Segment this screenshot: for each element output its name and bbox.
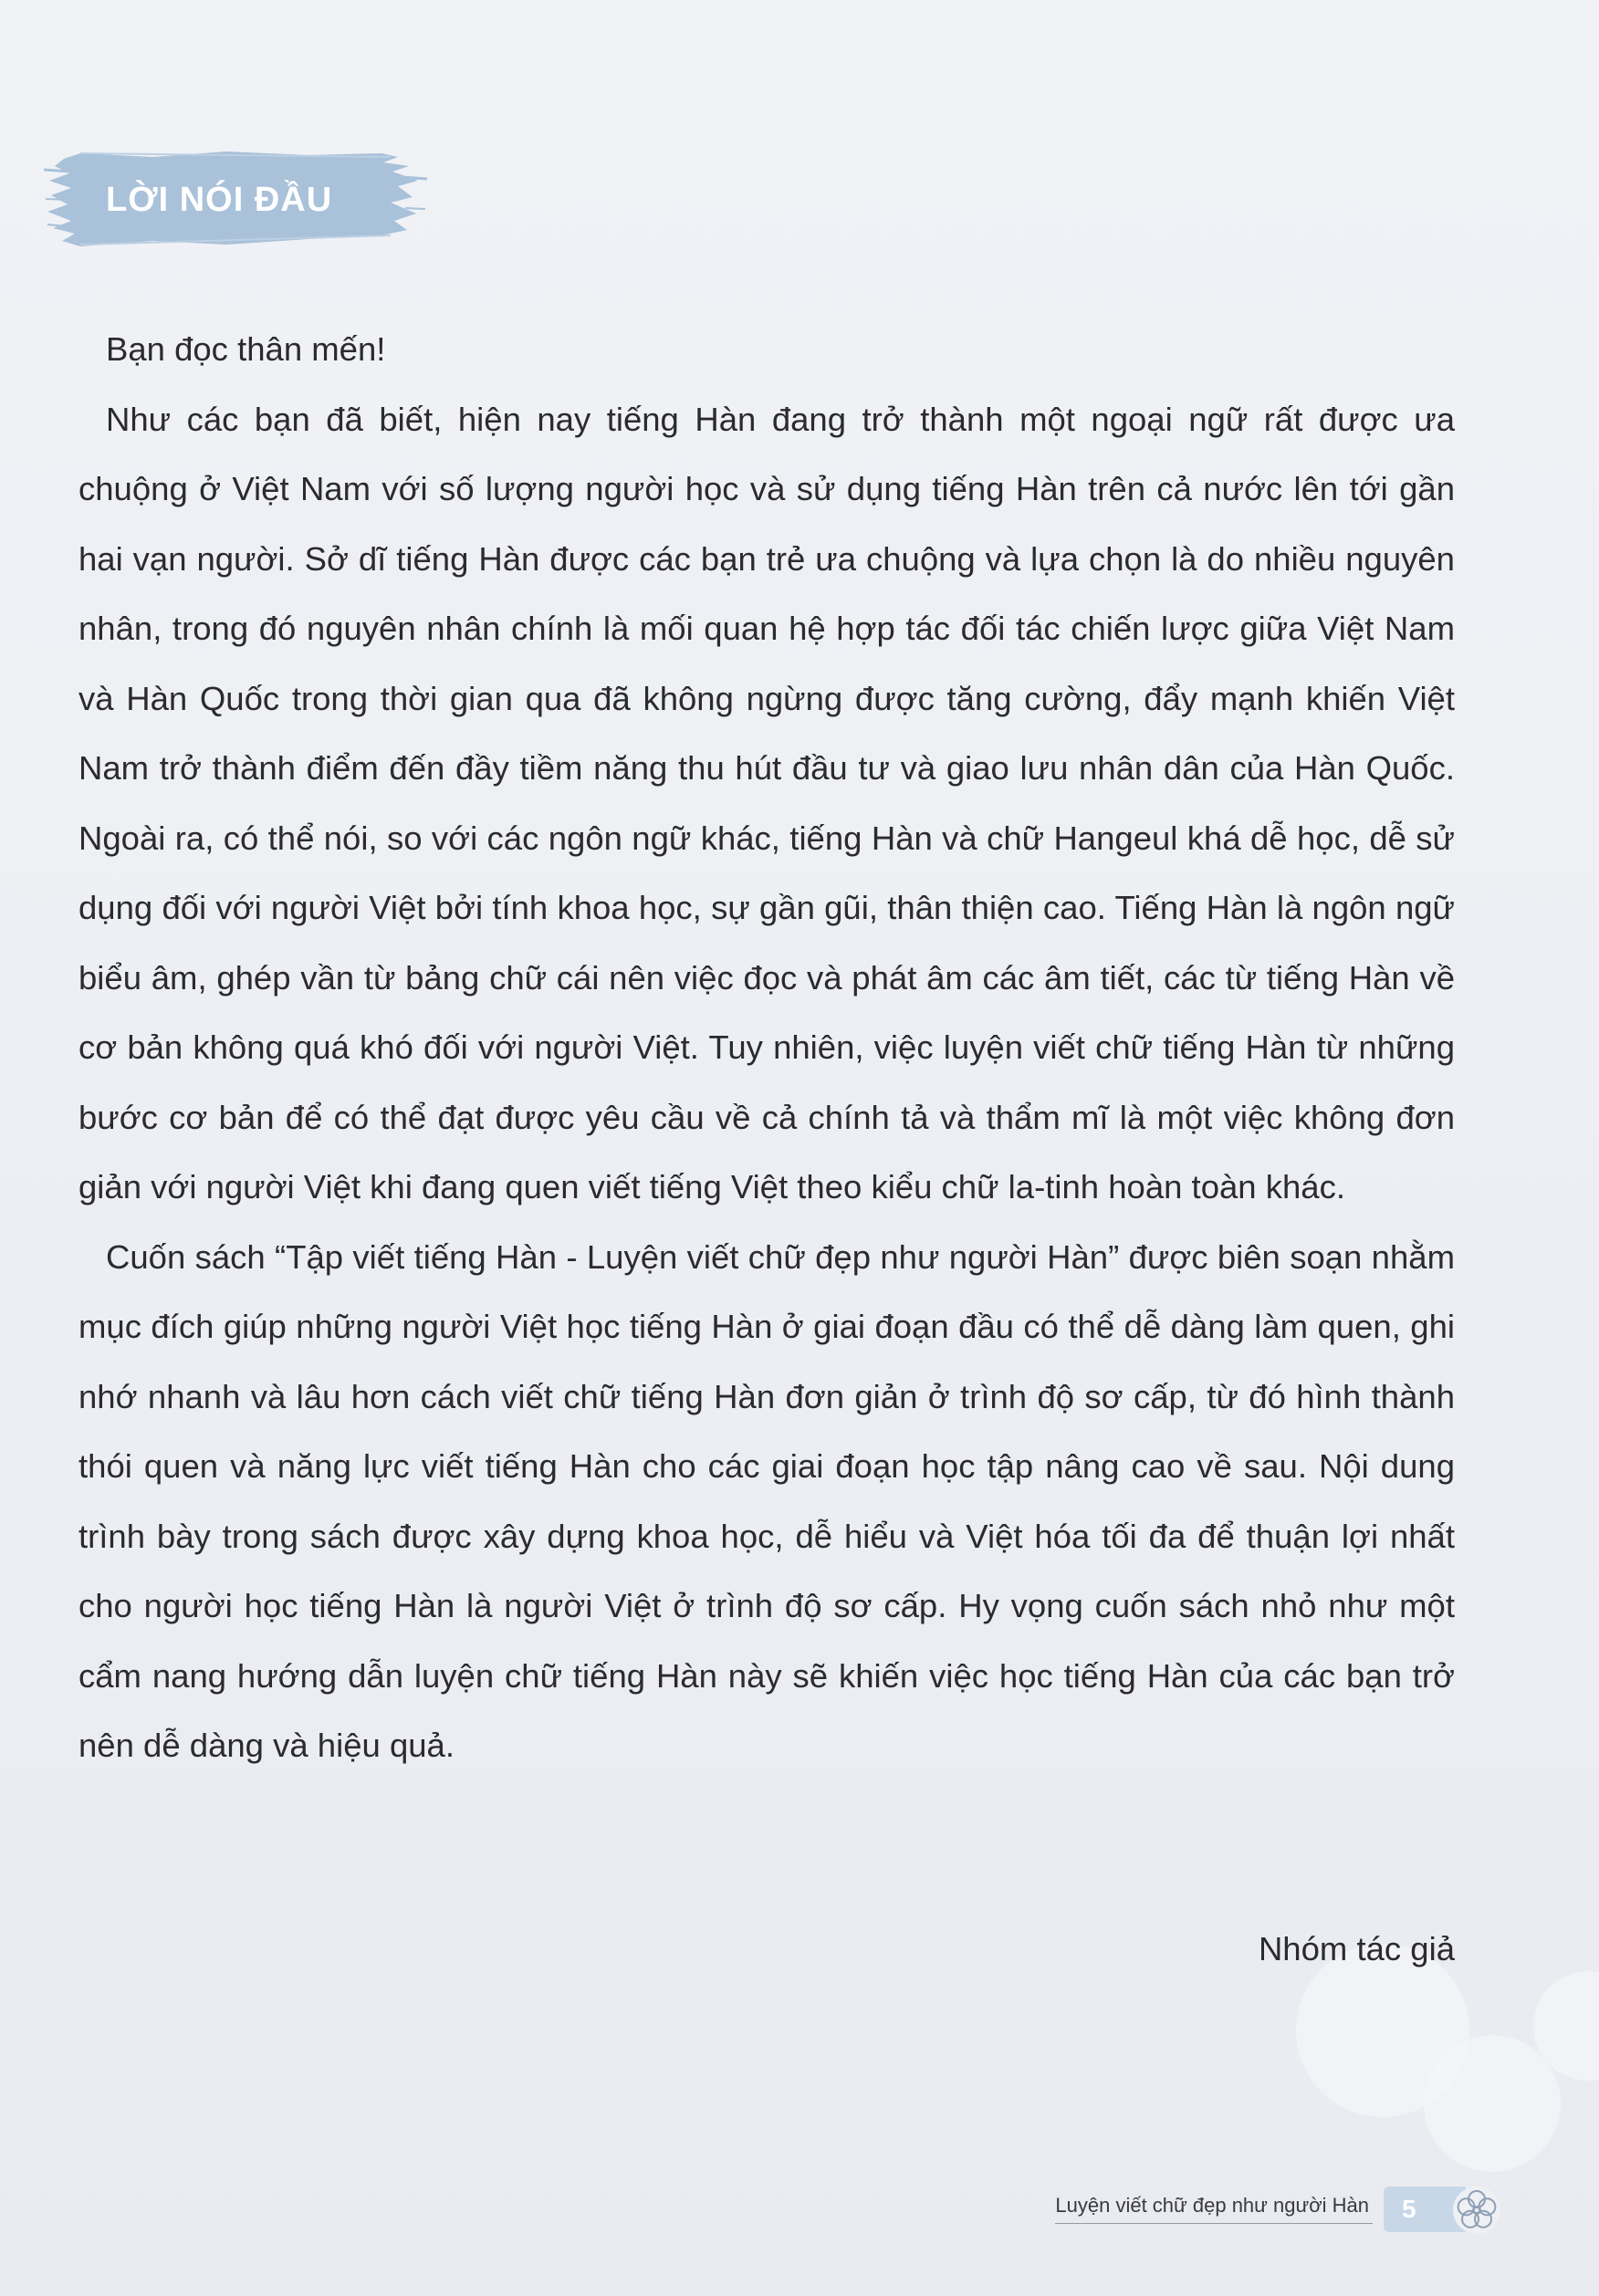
paragraph-2: Cuốn sách “Tập viết tiếng Hàn - Luyện viết chữ đẹp như người Hàn” được biên soạn nhằm mục đích giúp những người Việt học tiếng Hàn ở giai đoạn đầu có thể dễ dàng làm quen, ghi nhớ nhanh và lâu hơn cách viết chữ tiếng Hàn đơn giản ở trình độ sơ cấp, từ đó hình thành thói quen và năng lực viết tiếng Hàn cho các giai đoạn học tập nâng cao về sau. Nội dung trình bày trong sách được xây dựng khoa học, dễ hiểu và Việt hóa tối đa để thuận lợi nhất cho người học tiếng Hàn là người Việt ở trình độ sơ cấp. Hy vọng cuốn sách nhỏ như một cẩm nang hướng dẫn luyện chữ tiếng Hàn này sẽ khiến việc học tiếng Hàn của các bạn trở nên dễ dàng và hiệu quả. (78, 1237, 1455, 1764)
decorative-circle (1424, 2035, 1561, 2172)
page-footer (0, 2179, 1599, 2252)
main-content (78, 315, 1455, 1781)
flower-icon (1451, 2185, 1502, 2236)
greeting: Bạn đọc thân mến! (106, 330, 386, 368)
signature: Nhóm tác giả (1258, 1930, 1455, 1967)
footer-book-title: Luyện viết chữ đẹp như người Hàn (1055, 2194, 1373, 2224)
paragraph-1: Như các bạn đã biết, hiện nay tiếng Hàn đang trở thành một ngoại ngữ rất được ưa chuộng ở Việt Nam với số lượng người học và sử dụng tiếng Hàn trên cả nước lên tới gần hai vạn người. Sở dĩ tiếng Hàn được các bạn trẻ ưa chuộng và lựa chọn là do nhiều nguyên nhân, trong đó nguyên nhân chính là mối quan hệ hợp tác đối tác chiến lược giữa Việt Nam và Hàn Quốc trong thời gian qua đã không ngừng được tăng cường, đẩy mạnh khiến Việt Nam trở thành điểm đến đầy tiềm năng thu hút đầu tư và giao lưu nhân dân của Hàn Quốc. Ngoài ra, có thể nói, so với các ngôn ngữ khác, tiếng Hàn và chữ Hangeul khá dễ học, dễ sử dụng đối với người Việt bởi tính khoa học, sự gần gũi, thân thiện cao. Tiếng Hàn là ngôn ngữ biểu âm, ghép vần từ bảng chữ cái nên việc đọc và phát âm các âm tiết, các từ tiếng Hàn về cơ bản không quá khó đối với người Việt. Tuy nhiên, việc luyện viết chữ tiếng Hàn từ những bước cơ bản để có thể đạt được yêu cầu về cả chính tả và thẩm mĩ là một việc không đơn giản với người Việt khi đang quen viết tiếng Việt theo kiểu chữ la-tinh hoàn toàn khác. (78, 400, 1455, 1205)
section-heading (44, 144, 427, 254)
heading-title: LỜI NÓI ĐẦU (106, 181, 333, 219)
page-number: 5 (1402, 2195, 1416, 2223)
